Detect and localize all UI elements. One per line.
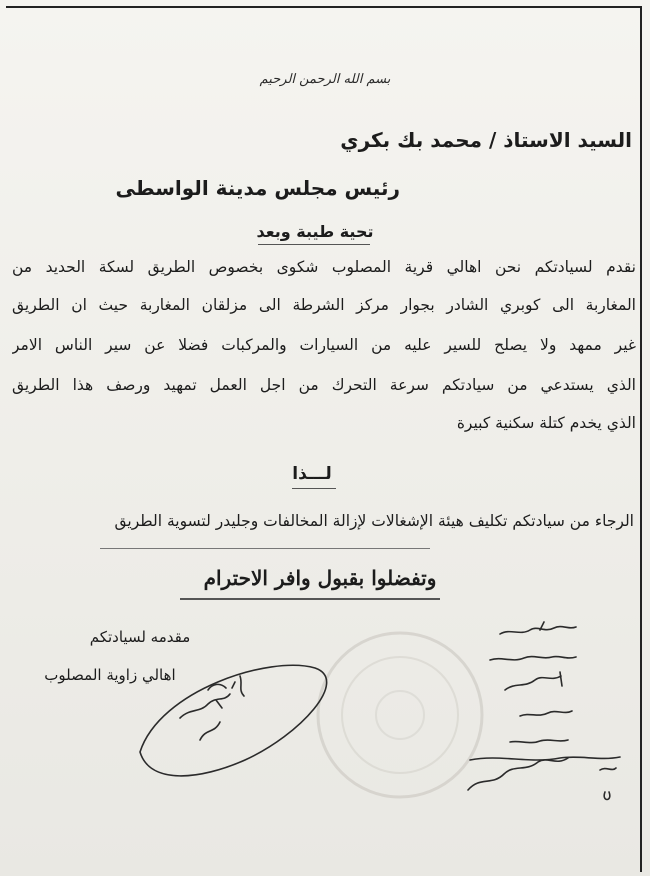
oval-signature: [140, 665, 327, 776]
therefore-heading: لـــذا: [292, 464, 332, 484]
closing-line: وتفضلوا بقبول وافر الاحترام: [203, 566, 437, 590]
addressee: السيد الاستاذ / محمد بك بكري: [340, 128, 632, 152]
body-line: الذي يستدعي من سيادتكم سرعة التحرك من اجل العمل تمهيد ورصف هذا الطريق: [12, 376, 636, 394]
request-text: الرجاء من سيادتكم تكليف هيئة الإشغالات لإزالة المخالفات وجليدر لتسوية الطريق: [114, 512, 634, 530]
greeting: تحية طيبة وبعد: [256, 222, 374, 241]
body-line: غير ممهد ولا يصلح للسير عليه من السيارات والمركبات فضلا عن سير الناس الامر: [12, 336, 636, 354]
sender-line-1: مقدمه لسيادتكم: [89, 628, 191, 646]
body-line: نقدم لسيادتكم نحن اهالي قرية المصلوب شكوى بخصوص الطريق لسكة الحديد من: [12, 258, 636, 276]
sender-line-2: اهالي زاوية المصلوب: [44, 666, 176, 684]
basmala: بسم الله الرحمن الرحيم: [259, 72, 391, 87]
addressee-title: رئيس مجلس مدينة الواسطى: [115, 176, 400, 200]
body-line: المغاربة الى كوبري الشادر بجوار مركز الشرطة الى مزلقان المغاربة حيث ان الطريق: [12, 296, 636, 314]
body-line-last: الذي يخدم كتلة سكنية كبيرة: [456, 414, 636, 432]
